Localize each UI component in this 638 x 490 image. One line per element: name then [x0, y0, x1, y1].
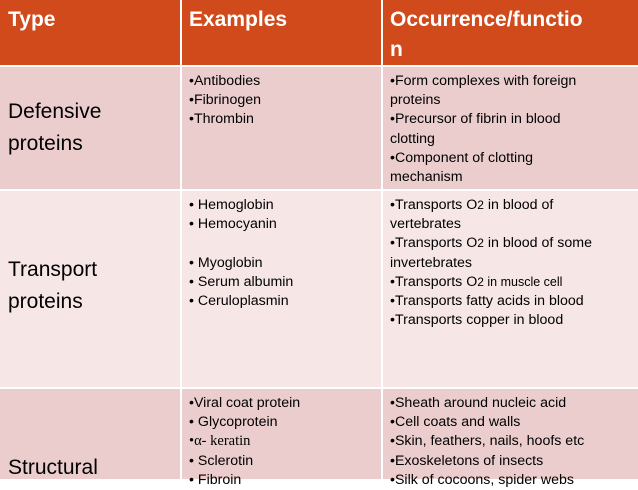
column-divider [381, 0, 383, 479]
row-divider [0, 387, 638, 389]
header-function: Occurrence/functio n [382, 0, 638, 66]
row-divider [0, 189, 638, 191]
row-transport-type: Transport proteins [0, 190, 181, 388]
row-structural-functions: •Sheath around nucleic acid •Cell coats and walls •Skin, feathers, nails, hoofs etc •Exoskeletons of insects •Silk of cocoons, spider webs [382, 388, 638, 479]
row-structural-examples: •Viral coat protein • Glycoprotein •α- keratin • Sclerotin • Fibroin [181, 388, 382, 479]
row-transport-functions: •Transports O2 in blood of vertebrates •Transports O2 in blood of some invertebrates •Transports O2 in muscle cell •Transports fatty acids in blood •Transports copper in blood [382, 190, 638, 388]
row-structural-type: Structural [0, 388, 181, 479]
row-defensive-examples: •Antibodies •Fibrinogen •Thrombin [181, 66, 382, 190]
column-divider [180, 0, 182, 479]
row-defensive-type: Defensive proteins [0, 66, 181, 190]
header-examples: Examples [181, 0, 382, 66]
row-defensive-functions: •Form complexes with foreign proteins •Precursor of fibrin in blood clotting •Component of clotting mechanism [382, 66, 638, 190]
row-transport-examples: • Hemoglobin • Hemocyanin • Myoglobin • Serum albumin • Ceruloplasmin [181, 190, 382, 388]
row-divider [0, 65, 638, 67]
header-type: Type [0, 0, 181, 66]
